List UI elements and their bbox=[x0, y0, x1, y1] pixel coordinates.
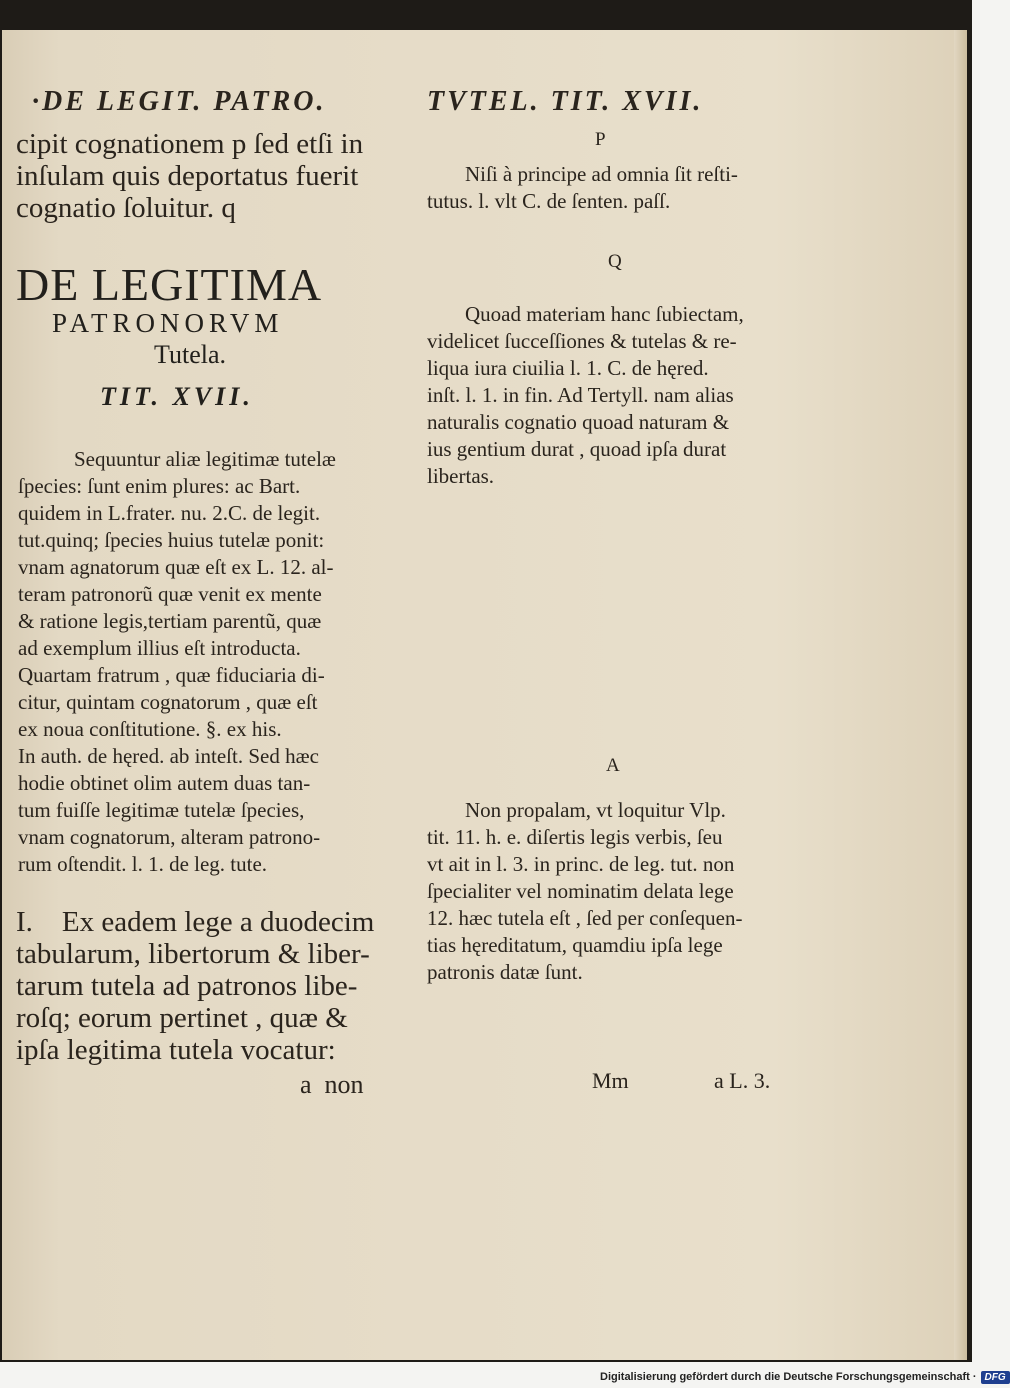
text-line: Quoad materiam hanc ſubiectam, bbox=[465, 302, 744, 326]
chapter-subtitle: PATRONORVM bbox=[52, 308, 284, 338]
text-line: vt ait in l. 3. in princ. de leg. tut. non bbox=[427, 852, 735, 876]
text-line: vnam cognatorum, alteram patrono- bbox=[18, 825, 321, 849]
text-line: ex noua conſtitutione. §. ex his. bbox=[18, 717, 282, 741]
text-line: In auth. de hęred. ab inteſt. Sed hæc bbox=[18, 744, 319, 768]
text-line: tit. 11. h. e. diſertis legis verbis, ſeu bbox=[427, 825, 723, 849]
text-line: libertas. bbox=[427, 464, 495, 488]
text-line: tias hęreditatum, quamdiu ipſa lege bbox=[427, 933, 723, 957]
text-line: Non propalam, vt loquitur Vlp. bbox=[465, 798, 726, 822]
text-line: I. Ex eadem lege a duodecim bbox=[16, 906, 375, 938]
chapter-title: DE LEGITIMA bbox=[16, 259, 323, 310]
note-marker-q: Q bbox=[608, 251, 622, 272]
left-catchword: a non bbox=[300, 1070, 364, 1099]
text-line: vnam agnatorum quæ eſt ex L. 12. al- bbox=[18, 555, 334, 579]
text-line: videlicet ſucceſſiones & tutelas & re- bbox=[427, 329, 737, 353]
note-marker-p: P bbox=[595, 129, 606, 150]
text-line: ad exemplum illius eſt introducta. bbox=[18, 636, 301, 660]
text-line: citur, quintam cognatorum , quæ eſt bbox=[18, 690, 318, 714]
text-line: tutus. l. vlt C. de ſenten. paſſ. bbox=[427, 189, 671, 213]
text-line: ſpecies: ſunt enim plures: ac Bart. bbox=[18, 474, 301, 498]
text-line: cognatio ſoluitur. q bbox=[16, 192, 236, 224]
chapter-tutela: Tutela. bbox=[154, 340, 226, 369]
text-line: quidem in L.frater. nu. 2.C. de legit. bbox=[18, 501, 321, 525]
chapter-number: TIT. XVII. bbox=[100, 382, 254, 411]
text-line: ipſa legitima tutela vocatur: bbox=[16, 1034, 336, 1066]
text-line: tum fuiſſe legitimæ tutelæ ſpecies, bbox=[18, 798, 305, 822]
note-marker-a: A bbox=[606, 755, 620, 776]
footer-text: Digitalisierung gefördert durch die Deutsche Forschungsgemeinschaft · bbox=[600, 1371, 977, 1383]
text-line: & ratione legis,tertiam parentũ, quæ bbox=[18, 609, 322, 633]
text-line: naturalis cognatio quoad naturam & bbox=[427, 410, 730, 434]
page-edge bbox=[954, 30, 967, 1360]
dfg-logo: DFG bbox=[981, 1371, 1010, 1384]
text-line: tut.quinq; ſpecies huius tutelæ ponit: bbox=[18, 528, 325, 552]
text-line: hodie obtinet olim autem duas tan- bbox=[18, 771, 311, 795]
text-line: tabularum, libertorum & liber- bbox=[16, 938, 370, 970]
signature-mark: Mm bbox=[592, 1068, 629, 1093]
text-line: ſpecialiter vel nominatim delata lege bbox=[427, 879, 734, 903]
book-page bbox=[2, 30, 967, 1360]
running-header-right: TVTEL. TIT. XVII. bbox=[427, 86, 704, 117]
text-line: inſt. l. 1. in fin. Ad Tertyll. nam alias bbox=[427, 383, 734, 407]
text-line: ius gentium durat , quoad ipſa durat bbox=[427, 437, 727, 461]
text-line: liqua iura ciuilia l. 1. C. de hęred. bbox=[427, 356, 709, 380]
text-line: Niſi à principe ad omnia ſit reſti- bbox=[465, 162, 738, 186]
dfg-footer bbox=[600, 1367, 1010, 1387]
text-line: cipit cognationem p ſed etſi in bbox=[16, 128, 364, 160]
running-header-left: ·DE LEGIT. PATRO. bbox=[32, 86, 327, 117]
text-line: Sequuntur aliæ legitimæ tutelæ bbox=[74, 447, 336, 471]
right-catchword: a L. 3. bbox=[714, 1068, 771, 1093]
text-line: teram patronorũ quæ venit ex mente bbox=[18, 582, 322, 606]
text-line: Quartam fratrum , quæ fiduciaria di- bbox=[18, 663, 325, 687]
text-line: patronis datæ ſunt. bbox=[427, 960, 583, 984]
text-line: 12. hæc tutela eſt , ſed per conſequen- bbox=[427, 906, 743, 930]
text-line: inſulam quis deportatus fuerit bbox=[16, 160, 359, 192]
text-line: rum oſtendit. l. 1. de leg. tute. bbox=[18, 852, 268, 876]
text-line: tarum tutela ad patronos libe- bbox=[16, 970, 358, 1002]
text-line: roſq; eorum pertinet , quæ & bbox=[16, 1002, 348, 1034]
